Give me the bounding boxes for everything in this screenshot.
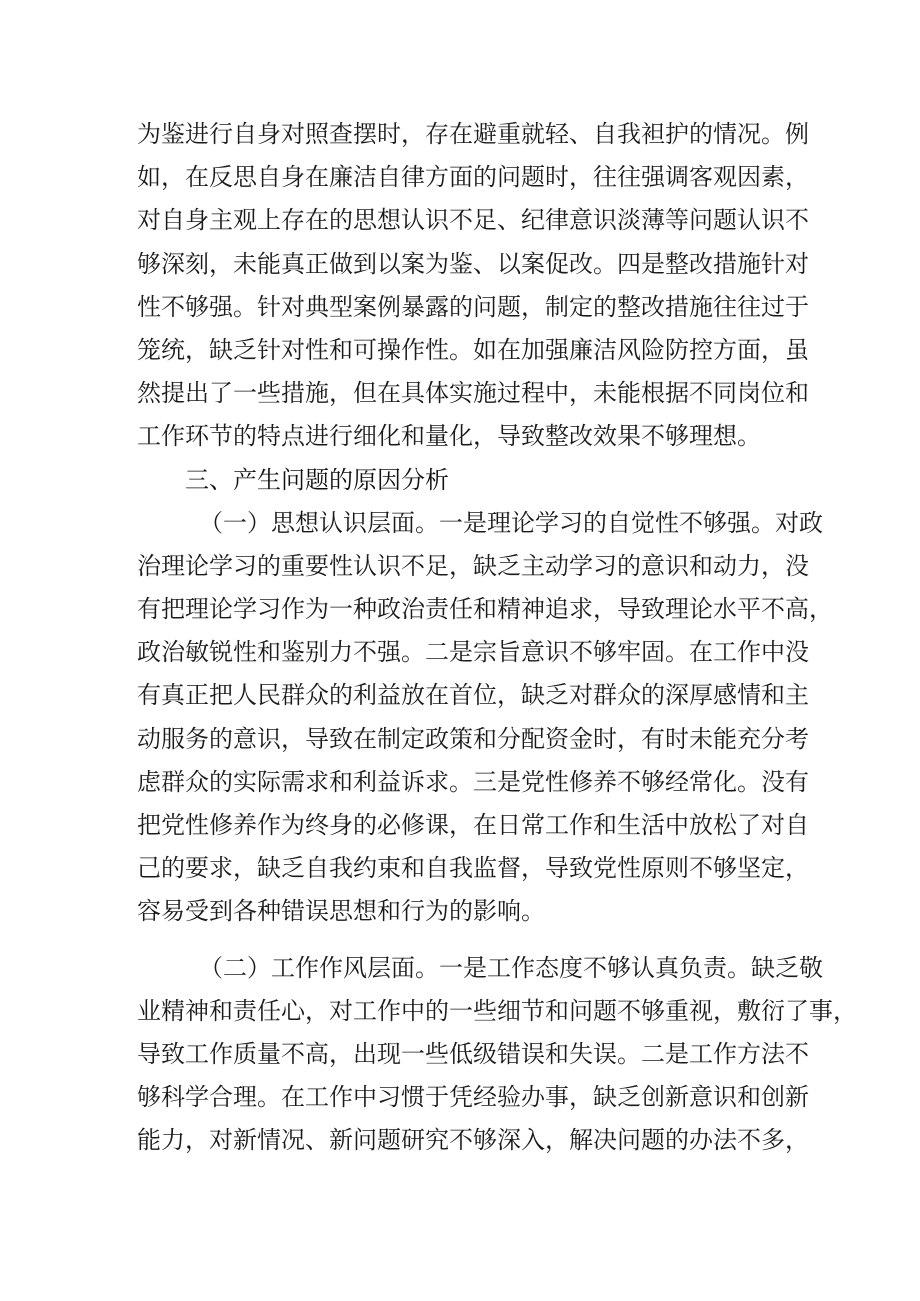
text-line: 把党性修养作为终身的必修课，在日常工作和生活中放松了对自 <box>137 811 809 839</box>
text-line: 业精神和责任心，对工作中的一些细节和问题不够重视，敷衍了事， <box>137 996 857 1025</box>
text-line: 对自身主观上存在的思想认识不足、纪律意识淡薄等问题认识不 <box>137 206 809 235</box>
text-line: 如，在反思自身在廉洁自律方面的问题时，往往强调客观因素， <box>137 163 809 192</box>
text-line: 虑群众的实际需求和利益诉求。三是党性修养不够经常化。没有 <box>137 767 809 796</box>
text-line: 能力，对新情况、新问题研究不够深入，解决问题的办法不多， <box>137 1126 809 1155</box>
text-line: 治理论学习的重要性认识不足，缺乏主动学习的意识和动力，没 <box>137 551 809 580</box>
text-line: 导致工作质量不高，出现一些低级错误和失误。二是工作方法不 <box>137 1039 809 1068</box>
text-line: 笼统，缺乏针对性和可操作性。如在加强廉洁风险防控方面，虽 <box>137 335 809 364</box>
paragraph <box>137 502 833 934</box>
section-heading: 三、产生问题的原因分析 <box>185 465 449 494</box>
text-line: 动服务的意识，导致在制定政策和分配资金时，有时未能充分考 <box>137 724 809 753</box>
text-line: 性不够强。针对典型案例暴露的问题，制定的整改措施往往过于 <box>137 292 809 321</box>
text-line: 有把理论学习作为一种政治责任和精神追求，导致理论水平不高， <box>137 595 833 624</box>
paragraph-spacing <box>137 934 787 947</box>
text-line: （一）思想认识层面。一是理论学习的自觉性不够强。对政 <box>199 508 823 537</box>
document-body <box>137 113 857 1163</box>
text-line: 够科学合理。在工作中习惯于凭经验办事，缺乏创新意识和创新 <box>137 1083 809 1112</box>
text-line: 己的要求，缺乏自我约束和自我监督，导致党性原则不够坚定， <box>137 854 809 883</box>
text-line: （二）工作作风层面。一是工作态度不够认真负责。缺乏敬 <box>199 953 823 982</box>
text-line: 然提出了一些措施，但在具体实施过程中，未能根据不同岗位和 <box>137 379 809 408</box>
text-line: 容易受到各种错误思想和行为的影响。 <box>137 897 545 926</box>
text-line: 为鉴进行自身对照查摆时，存在避重就轻、自我袒护的情况。例 <box>137 120 809 148</box>
text-line: 工作环节的特点进行细化和量化，导致整改效果不够理想。 <box>137 422 761 451</box>
text-line: 政治敏锐性和鉴别力不强。二是宗旨意识不够牢固。在工作中没 <box>137 638 809 667</box>
text-line: 够深刻，未能真正做到以案为鉴、以案促改。四是整改措施针对 <box>137 249 809 278</box>
paragraph <box>137 947 857 1163</box>
text-line: 有真正把人民群众的利益放在首位，缺乏对群众的深厚感情和主 <box>137 681 809 710</box>
paragraph <box>137 113 809 459</box>
